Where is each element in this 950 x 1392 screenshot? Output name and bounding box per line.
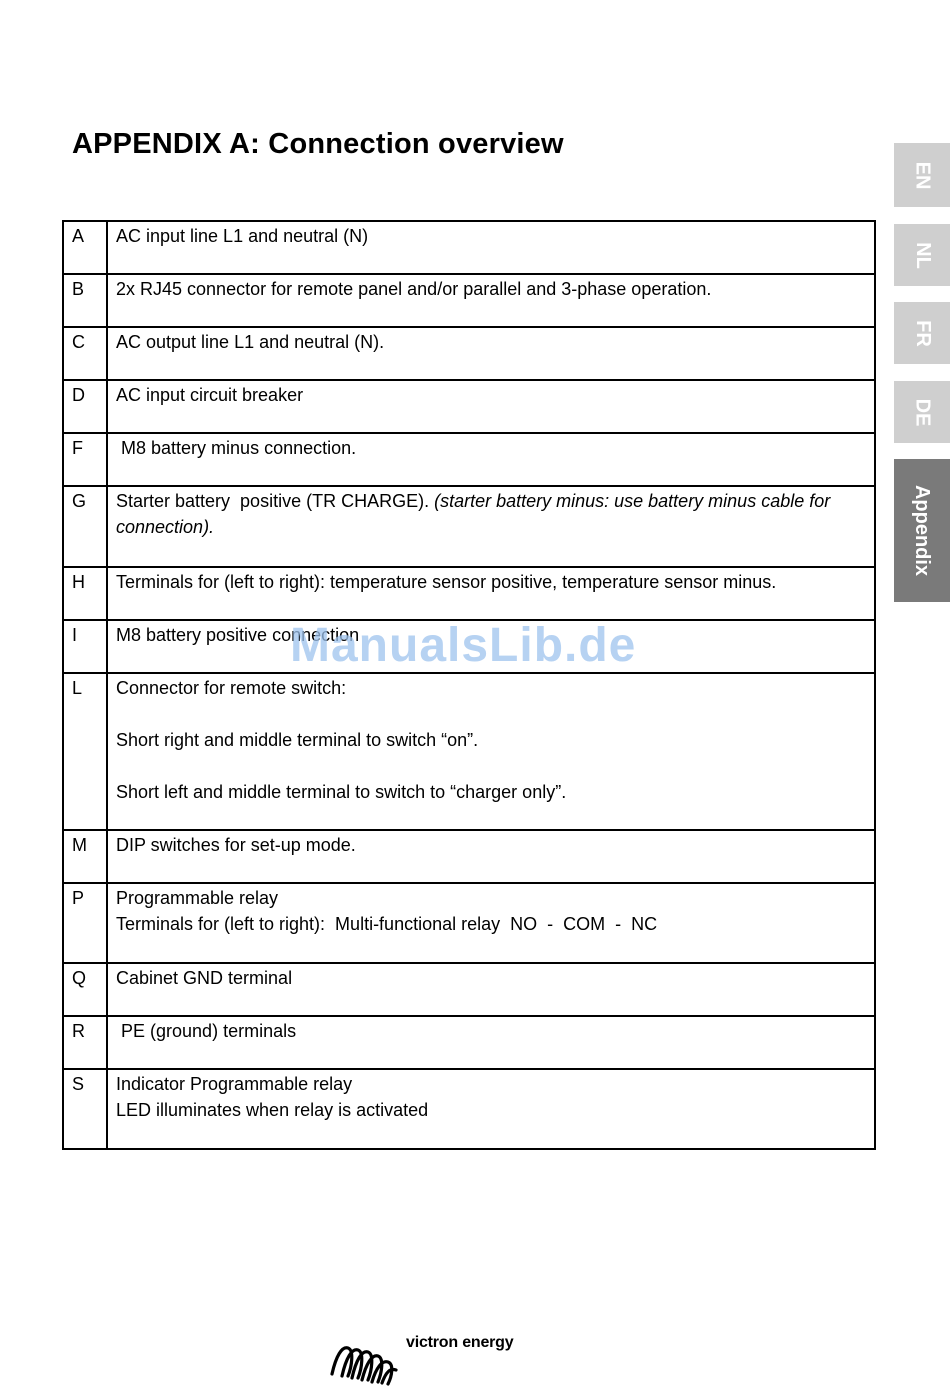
connection-description <box>107 673 875 830</box>
connection-description <box>107 380 875 433</box>
connection-description <box>107 486 875 567</box>
connection-letter: Q <box>63 963 107 1016</box>
description-line: 2x RJ45 connector for remote panel and/or parallel and 3-phase operation. <box>116 279 712 299</box>
connection-description <box>107 221 875 274</box>
table-row <box>63 221 875 274</box>
description-note: (starter battery minus: use battery minus cable for connection). <box>116 491 836 537</box>
connection-description <box>107 883 875 963</box>
table-row <box>63 567 875 620</box>
tab-fr[interactable] <box>894 302 950 364</box>
tab-nl-label: NL <box>911 241 934 269</box>
connection-description <box>107 327 875 380</box>
footer-brand: victron energy <box>406 1334 514 1351</box>
victron-logo-icon <box>328 1336 402 1391</box>
tab-de[interactable] <box>894 381 950 443</box>
table-row <box>63 433 875 486</box>
table-row <box>63 963 875 1016</box>
connection-description <box>107 1069 875 1149</box>
table-row <box>63 1069 875 1149</box>
table-row <box>63 274 875 327</box>
description-line: M8 battery minus connection. <box>116 438 357 458</box>
tab-en[interactable] <box>894 143 950 207</box>
description-line: DIP switches for set-up mode. <box>116 835 356 855</box>
connection-letter: C <box>63 327 107 380</box>
table-row <box>63 830 875 883</box>
connection-description <box>107 963 875 1016</box>
connection-letter: D <box>63 380 107 433</box>
description-line: PE (ground) terminals <box>116 1021 297 1041</box>
connection-description <box>107 433 875 486</box>
description-line <box>116 488 866 540</box>
description-line: Terminals for (left to right): temperature sensor positive, temperature sensor minus. <box>116 572 777 592</box>
connection-letter: I <box>63 620 107 673</box>
connection-description <box>107 567 875 620</box>
line-gap <box>116 753 866 779</box>
table-row <box>63 673 875 830</box>
description-line: Short left and middle terminal to switch to “charger only”. <box>116 782 567 802</box>
connection-letter: H <box>63 567 107 620</box>
page-title: APPENDIX A: Connection overview <box>72 128 564 160</box>
connection-letter: B <box>63 274 107 327</box>
connection-letter: F <box>63 433 107 486</box>
table-row <box>63 1016 875 1069</box>
watermark: ManualsLib.de <box>290 619 637 672</box>
table-row <box>63 327 875 380</box>
description-line: Programmable relay <box>116 888 279 908</box>
connection-description <box>107 1016 875 1069</box>
tab-nl[interactable] <box>894 224 950 286</box>
connection-description <box>107 274 875 327</box>
table-row <box>63 486 875 567</box>
description-line: M8 battery positive connection <box>116 625 360 645</box>
line-gap <box>116 701 866 727</box>
tab-fr-label: FR <box>911 319 934 347</box>
connection-letter: L <box>63 673 107 830</box>
table-row <box>63 380 875 433</box>
description-line: AC input line L1 and neutral (N) <box>116 226 369 246</box>
connection-letter: P <box>63 883 107 963</box>
table-row <box>63 883 875 963</box>
description-line: Cabinet GND terminal <box>116 968 293 988</box>
description-line: Terminals for (left to right): Multi-functional relay NO - COM - NC <box>116 914 658 934</box>
description-line: LED illuminates when relay is activated <box>116 1100 429 1120</box>
connection-letter: G <box>63 486 107 567</box>
connection-letter: A <box>63 221 107 274</box>
description-text: Starter battery positive (TR CHARGE). <box>116 491 435 511</box>
description-line: Indicator Programmable relay <box>116 1074 353 1094</box>
connection-table <box>62 220 876 1150</box>
connection-letter: S <box>63 1069 107 1149</box>
description-line: Short right and middle terminal to switch “on”. <box>116 730 479 750</box>
tab-de-label: DE <box>911 398 934 426</box>
description-line: AC output line L1 and neutral (N). <box>116 332 385 352</box>
description-line: Connector for remote switch: <box>116 678 347 698</box>
connection-description <box>107 830 875 883</box>
description-line: AC input circuit breaker <box>116 385 304 405</box>
connection-letter: R <box>63 1016 107 1069</box>
tab-appendix[interactable] <box>894 459 950 602</box>
tab-appendix-label: Appendix <box>911 484 934 577</box>
tab-en-label: EN <box>911 161 934 189</box>
connection-letter: M <box>63 830 107 883</box>
